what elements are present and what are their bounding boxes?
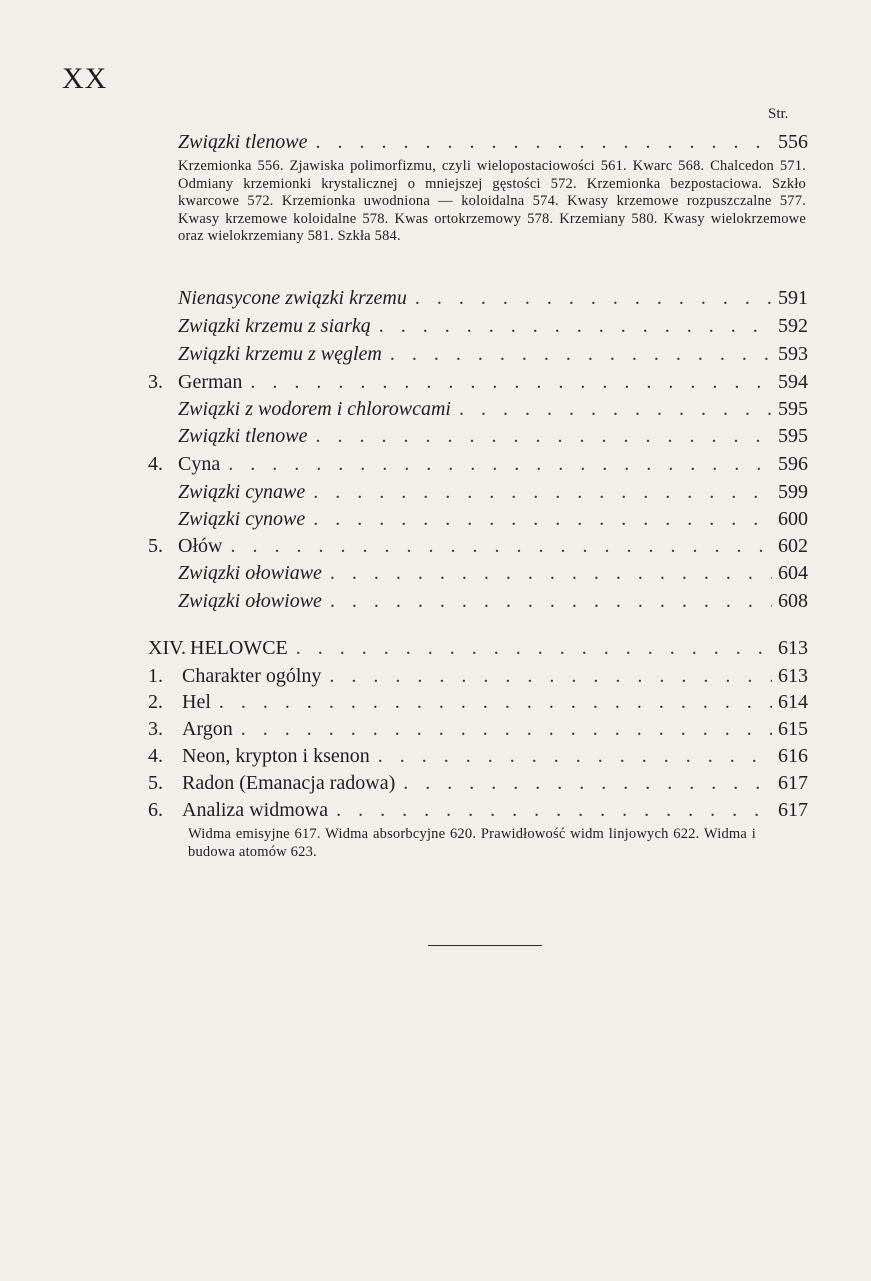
toc-entry xyxy=(148,480,808,504)
toc-leader-dots xyxy=(315,130,772,154)
toc-entry-title: Związki krzemu z węglem xyxy=(178,343,382,365)
toc-entry xyxy=(148,314,808,338)
toc-entry-title: HELOWCE xyxy=(190,637,288,659)
toc-entry xyxy=(148,397,808,421)
toc-entry xyxy=(148,744,808,768)
toc-entry-title: Związki ołowiawe xyxy=(178,562,322,584)
toc-entry xyxy=(148,507,808,531)
toc-entry-title: Cyna xyxy=(178,453,221,475)
toc-entry-number: 4. xyxy=(148,745,163,767)
toc-entry-title: Analiza widmowa xyxy=(182,799,329,821)
toc-entry-page: 600 xyxy=(778,508,808,530)
toc-leader-dots xyxy=(336,798,772,822)
toc-entry-page: 617 xyxy=(778,799,808,821)
toc-leader-dots xyxy=(390,342,772,366)
toc-entry-number: 3. xyxy=(148,718,163,740)
toc-entry xyxy=(148,424,808,448)
toc-entry-number: 3. xyxy=(148,371,163,393)
toc-entry-page: 604 xyxy=(778,562,808,584)
toc-entry xyxy=(148,286,808,310)
toc-entry xyxy=(148,342,808,366)
toc-entry-description: Krzemionka 556. Zjawiska polimorfizmu, czyli wielopostaciowości 561. Kwarc 568. Chalcedon 571. Odmiany krzemionki krystalicznej o mniejszej gęstości 572. Krzemionka bezpostaciowa. Szkło kwarcowe 572. Krzemionka uwodniona — koloidalna 574. Kwasy krzemowe rozpuszczalne 577. Kwasy krzemowe koloidalne 578. Kwas ortokrzemowy 578. Krzemiany 580. Kwasy wielokrzemowe oraz wielokrzemiany 581. Szkła 584. xyxy=(178,158,806,245)
toc-chapter-heading xyxy=(148,636,808,660)
toc-entry-title: Ołów xyxy=(178,535,223,557)
toc-entry-page: 613 xyxy=(778,665,808,687)
toc-entry-page: 602 xyxy=(778,535,808,557)
toc-entry-number: XIV. xyxy=(148,637,186,659)
toc-entry xyxy=(148,664,808,688)
toc-entry-number: 6. xyxy=(148,799,163,821)
toc-entry-number: 5. xyxy=(148,535,163,557)
toc-entry xyxy=(148,370,808,394)
toc-entry xyxy=(148,717,808,741)
toc-entry-title: Związki tlenowe xyxy=(178,425,308,447)
toc-leader-dots xyxy=(330,561,772,585)
toc-entry-description: Widma emisyjne 617. Widma absorbcyjne 620. Prawidłowość widm linjowych 622. Widma i budowa atomów 623. xyxy=(188,826,756,860)
toc-leader-dots xyxy=(403,771,772,795)
toc-entry-title: Związki ołowiowe xyxy=(178,590,322,612)
toc-entry xyxy=(148,798,808,822)
end-rule-divider xyxy=(428,945,542,946)
toc-leader-dots xyxy=(313,507,772,531)
toc-leader-dots xyxy=(219,690,772,714)
toc-entry-title: Związki krzemu z siarką xyxy=(178,315,371,337)
toc-entry-page: 592 xyxy=(778,315,808,337)
toc-entry-page: 595 xyxy=(778,398,808,420)
toc-leader-dots xyxy=(329,664,772,688)
toc-leader-dots xyxy=(378,744,772,768)
toc-entry-page: 591 xyxy=(778,287,808,309)
toc-entry-page: 556 xyxy=(778,131,808,153)
toc-leader-dots xyxy=(313,480,772,504)
toc-entry xyxy=(148,452,808,476)
toc-entry-title: Związki tlenowe xyxy=(178,131,308,153)
toc-entry-page: 616 xyxy=(778,745,808,767)
toc-entry-page: 608 xyxy=(778,590,808,612)
toc-entry-page: 599 xyxy=(778,481,808,503)
toc-leader-dots xyxy=(296,636,772,660)
toc-entry-number: 4. xyxy=(148,453,163,475)
toc-entry-number: 2. xyxy=(148,691,163,713)
toc-entry-title: Związki cynowe xyxy=(178,508,306,530)
toc-entry-number: 1. xyxy=(148,665,163,687)
toc-entry-number: 5. xyxy=(148,772,163,794)
toc-entry-title: Hel xyxy=(182,691,211,713)
toc-leader-dots xyxy=(415,286,772,310)
toc-entry-page: 595 xyxy=(778,425,808,447)
toc-entry-title: Neon, krypton i ksenon xyxy=(182,745,370,767)
toc-leader-dots xyxy=(379,314,772,338)
toc-entry xyxy=(148,561,808,585)
toc-entry-title: German xyxy=(178,371,243,393)
toc-entry xyxy=(148,771,808,795)
toc-entry xyxy=(148,534,808,558)
toc-entry-page: 593 xyxy=(778,343,808,365)
toc-entry-page: 594 xyxy=(778,371,808,393)
toc-entry-title: Związki z wodorem i chlorowcami xyxy=(178,398,451,420)
toc-leader-dots xyxy=(228,452,772,476)
toc-entry-title: Związki cynawe xyxy=(178,481,306,503)
toc-entry-page: 617 xyxy=(778,772,808,794)
toc-leader-dots xyxy=(330,589,772,613)
toc-entry xyxy=(148,690,808,714)
toc-entry-page: 615 xyxy=(778,718,808,740)
toc-entry-page: 596 xyxy=(778,453,808,475)
toc-entry xyxy=(148,589,808,613)
toc-entry-title: Radon (Emanacja radowa) xyxy=(182,772,396,794)
toc-leader-dots xyxy=(241,717,772,741)
toc-entry xyxy=(148,130,808,154)
toc-entry-title: Argon xyxy=(182,718,233,740)
toc-entry-title: Nienasycone związki krzemu xyxy=(178,287,407,309)
toc-entry-page: 614 xyxy=(778,691,808,713)
toc-leader-dots xyxy=(250,370,772,394)
page-number: XX xyxy=(62,62,108,95)
toc-leader-dots xyxy=(315,424,772,448)
toc-leader-dots xyxy=(230,534,772,558)
toc-entry-title: Charakter ogólny xyxy=(182,665,322,687)
toc-entry-page: 613 xyxy=(778,637,808,659)
toc-leader-dots xyxy=(459,397,772,421)
page-column-header: Str. xyxy=(768,106,789,122)
